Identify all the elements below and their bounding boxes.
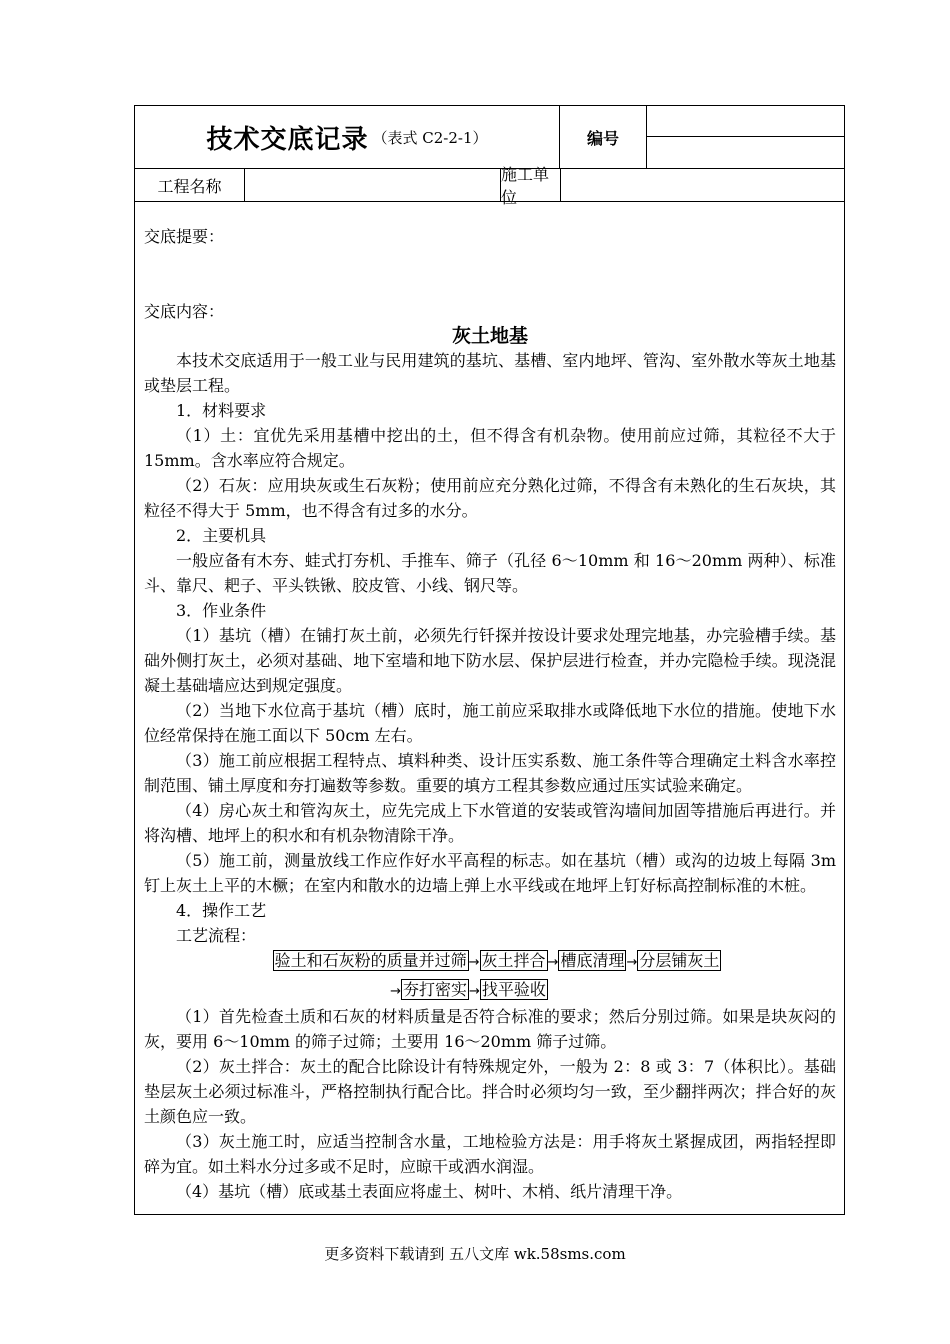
flow-step: 灰土拌合 (481, 951, 546, 970)
paragraph: （1）基坑（槽）在铺打灰土前，必须先行钎探并按设计要求处理完地基，办完验槽手续。基础外侧打灰土，必须对基础、地下室墙和地下防水层、保护层进行检查，并办完隐检手续。现浇混凝土基础墙应达到规定强度。 (144, 626, 836, 695)
content-label: 交底内容： (144, 302, 225, 321)
project-row (135, 165, 844, 207)
paragraph: 一般应备有木夯、蛙式打夯机、手推车、筛子（孔径 6～10mm 和 16～20mm 两种）、标准斗、靠尺、耙子、平头铁锹、胶皮管、小线、钢尺等。 (144, 551, 836, 595)
footer-note: 更多资料下载请到 五八文库 wk.58sms.com (324, 1245, 626, 1263)
arrow-icon: → (468, 955, 480, 970)
header-row (135, 106, 844, 169)
paragraph: （2）石灰：应用块灰或生石灰粉；使用前应充分熟化过筛，不得含有未熟化的生石灰块，其粒径不得大于 5mm，也不得含有过多的水分。 (144, 476, 836, 520)
arrow-icon: → (469, 984, 480, 999)
number-label: 编号 (560, 106, 647, 168)
form-code: （表式 C2-2-1） (372, 128, 488, 147)
paragraph: （2）当地下水位高于基坑（槽）底时，施工前应采取排水或降低地下水位的措施。使地下水位经常保持在施工面以下 50cm 左右。 (144, 701, 836, 745)
flow-step: 夯打密实 (402, 980, 467, 999)
construction-unit-field[interactable] (561, 169, 844, 201)
record-form (134, 105, 845, 1215)
project-name-label: 工程名称 (135, 169, 245, 201)
project-name-field[interactable] (245, 169, 501, 201)
paragraph: （2）灰土拌合：灰土的配合比除设计有特殊规定外，一般为 2：8 或 3：7（体积比）。基础垫层灰土必须过标准斗，严格控制执行配合比。拌合时必须均匀一致，至少翻拌两次；拌合好的灰土颜色应一致。 (144, 1057, 836, 1126)
paragraph: 工艺流程： (176, 926, 257, 945)
number-field-2[interactable] (647, 137, 844, 168)
construction-unit-label: 施工单位 (501, 169, 561, 201)
paragraph: （1）首先检查土质和石灰的材料质量是否符合标准的要求；然后分别过筛。如果是块灰闷的灰，要用 6～10mm 的筛子过筛；土要用 16～20mm 筛子过筛。 (144, 1007, 836, 1051)
flow-line-1 (158, 948, 836, 975)
flow-step: 找平验收 (481, 980, 546, 999)
flow-step: 验土和石灰粉的质量并过筛 (274, 951, 467, 970)
paragraph: （4）房心灰土和管沟灰土，应先完成上下水管道的安装或管沟墙间加固等措施后再进行。并将沟槽、地坪上的积水和有机杂物清除干净。 (144, 801, 836, 845)
arrow-icon: → (626, 955, 638, 970)
section-heading: 4．操作工艺 (176, 901, 267, 920)
flow-step: 槽底清理 (560, 951, 625, 970)
paragraph: 本技术交底适用于一般工业与民用建筑的基坑、基槽、室内地坪、管沟、室外散水等灰土地基或垫层工程。 (144, 351, 836, 395)
title-cell (135, 106, 560, 168)
section-heading: 3．作业条件 (176, 601, 267, 620)
paragraph: （3）施工前应根据工程特点、填料种类、设计压实系数、施工条件等合理确定土料含水率控制范围、铺土厚度和夯打遍数等参数。重要的填方工程其参数应通过压实试验来确定。 (144, 751, 836, 795)
document-body (144, 348, 836, 1204)
summary-label: 交底提要： (144, 227, 225, 246)
paragraph: （5）施工前，测量放线工作应作好水平高程的标志。如在基坑（槽）或沟的边坡上每隔 3m 钉上灰土上平的木橛；在室内和散水的边墙上弹上水平线或在地坪上钉好标高控制标准的木桩。 (144, 851, 836, 895)
section-heading: 1．材料要求 (176, 401, 267, 420)
section-heading: 2．主要机具 (176, 526, 267, 545)
arrow-icon: → (390, 984, 401, 999)
paragraph: （3）灰土施工时，应适当控制含水量，工地检验方法是：用手将灰土紧握成团，两指轻捏即碎为宜。如土料水分过多或不足时，应晾干或洒水润湿。 (144, 1132, 836, 1176)
document-title: 灰土地基 (451, 325, 528, 347)
paragraph: （4）基坑（槽）底或基土表面应将虚土、树叶、木梢、纸片清理干净。 (176, 1182, 683, 1201)
number-field[interactable] (647, 106, 844, 137)
flow-line-2 (102, 977, 836, 1004)
form-title: 技术交底记录 (206, 124, 369, 155)
arrow-icon: → (547, 955, 559, 970)
paragraph: （1）土：宜优先采用基槽中挖出的土，但不得含有机杂物。使用前应过筛，其粒径不大于 15mm。含水率应符合规定。 (144, 426, 836, 470)
process-flow (144, 948, 836, 1004)
flow-step: 分层铺灰土 (639, 951, 720, 970)
